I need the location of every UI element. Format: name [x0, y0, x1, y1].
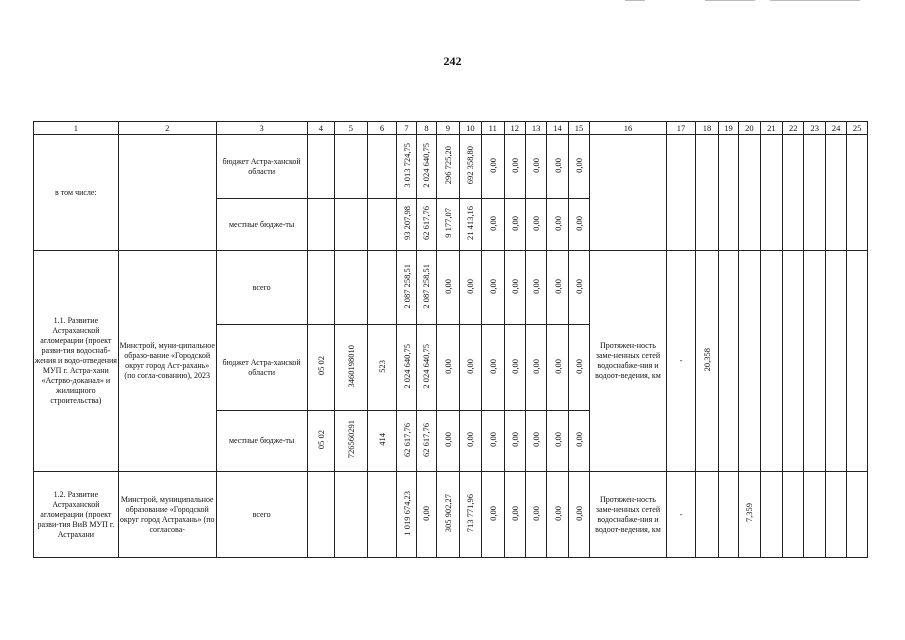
code-cell — [367, 251, 397, 325]
executor-cell: Минстрой, муниципальное образование «Городской округ город Астрахань» (по согласова- — [118, 472, 216, 558]
value-cell: 305 902,27 — [437, 472, 459, 558]
value-cell: 0,00 — [482, 411, 504, 472]
col20-value: 7,359 — [739, 472, 760, 558]
value-cell: 0,00 — [482, 325, 504, 411]
value-cell: 296 725,20 — [437, 135, 459, 199]
funding-source: бюджет Астра-ханской области — [216, 135, 307, 199]
code-cell: 523 — [367, 325, 397, 411]
value-cell: 0,00 — [568, 472, 589, 558]
col-header: 11 — [482, 122, 504, 135]
value-cell: 2 087 258,51 — [416, 251, 436, 325]
code-cell: 726560291 — [335, 411, 368, 472]
value-cell: 713 771,96 — [459, 472, 481, 558]
value-cell: 0,00 — [504, 135, 525, 199]
funding-source: всего — [216, 251, 307, 325]
value-cell: 0,00 — [482, 135, 504, 199]
value-cell: 0,00 — [525, 135, 546, 199]
col-header: 2 — [118, 122, 216, 135]
scan-mark-1 — [625, 0, 645, 1]
executor-cell: Минстрой, муни-ципальное образо-вание «Городской округ город Аст-рахань» (по согла-сованию), 2023 — [118, 251, 216, 472]
value-cell: 0,00 — [482, 251, 504, 325]
value-cell: 0,00 — [437, 251, 459, 325]
col-header: 15 — [568, 122, 589, 135]
value-cell: 9 177,07 — [437, 199, 459, 251]
value-cell: 0,00 — [525, 251, 546, 325]
code-cell: 05 02 — [307, 325, 335, 411]
page-number: 242 — [443, 54, 462, 68]
value-cell: 93 207,98 — [397, 199, 416, 251]
value-cell: 21 413,16 — [459, 199, 481, 251]
value-cell: 0,00 — [547, 199, 568, 251]
col-header: 20 — [739, 122, 760, 135]
value-cell: 0,00 — [482, 199, 504, 251]
scan-mark-3 — [770, 0, 860, 1]
col-header: 6 — [367, 122, 397, 135]
value-cell: 0,00 — [568, 411, 589, 472]
col-header: 8 — [416, 122, 436, 135]
value-cell: 0,00 — [437, 325, 459, 411]
code-cell: 414 — [367, 411, 397, 472]
indicator-cell — [590, 135, 667, 251]
value-cell: 2 087 258,51 — [397, 251, 416, 325]
value-cell: 0,00 — [525, 199, 546, 251]
funding-source: местные бюдже-ты — [216, 411, 307, 472]
indicator-cell: Протяжен-ность заме-ненных сетей водоснабже-ния и водоот-ведения, км — [590, 251, 667, 472]
col-header: 23 — [804, 122, 825, 135]
col-header: 13 — [525, 122, 546, 135]
funding-source: бюджет Астра-ханской области — [216, 325, 307, 411]
value-cell: 0,00 — [504, 411, 525, 472]
col-header: 3 — [216, 122, 307, 135]
value-cell: 0,00 — [459, 411, 481, 472]
value-cell: 0,00 — [568, 251, 589, 325]
table-row — [34, 472, 868, 558]
value-cell: 0,00 — [547, 325, 568, 411]
table-row — [34, 251, 868, 325]
header-row — [34, 122, 868, 135]
col-header: 19 — [718, 122, 738, 135]
col-header: 14 — [547, 122, 568, 135]
value-cell: 0,00 — [504, 199, 525, 251]
value-cell: 0,00 — [547, 411, 568, 472]
value-cell: 62 617,76 — [416, 199, 436, 251]
value-cell: 0,00 — [525, 325, 546, 411]
value-cell: 0,00 — [547, 135, 568, 199]
value-cell: 0,00 — [437, 411, 459, 472]
budget-table — [33, 121, 868, 558]
value-cell: 0,00 — [547, 251, 568, 325]
value-cell: 0,00 — [459, 251, 481, 325]
value-cell: 0,00 — [504, 472, 525, 558]
col-header: 10 — [459, 122, 481, 135]
col-header: 5 — [335, 122, 368, 135]
measure-name: 1.1. Развитие Астраханской агломерации (проект разви-тия водоснаб-жения и водо-отведения МУП г. Астра-хани «Астрво-доканал» и жилищного строительства) — [34, 251, 119, 472]
value-cell: 0,00 — [568, 325, 589, 411]
col-header: 9 — [437, 122, 459, 135]
col-header: 7 — [397, 122, 416, 135]
value-cell: 692 358,80 — [459, 135, 481, 199]
indicator-cell: Протяжен-ность заме-ненных сетей водоснабже-ния и водоот-ведения, км — [590, 472, 667, 558]
value-cell: 2 024 640,75 — [416, 135, 436, 199]
col-header: 17 — [666, 122, 696, 135]
value-cell: 2 024 640,75 — [397, 325, 416, 411]
value-cell: 0,00 — [482, 472, 504, 558]
col-header: 25 — [847, 122, 868, 135]
value-cell: 3 013 724,75 — [397, 135, 416, 199]
col-header: 16 — [590, 122, 667, 135]
value-cell: 0,00 — [568, 135, 589, 199]
col17-value: - — [666, 251, 696, 472]
value-cell: 62 617,76 — [397, 411, 416, 472]
funding-source: местные бюдже-ты — [216, 199, 307, 251]
value-cell: 0,00 — [547, 472, 568, 558]
value-cell: 0,00 — [525, 411, 546, 472]
col17-value: - — [666, 472, 696, 558]
scan-mark-2 — [705, 0, 755, 1]
value-cell: 0,00 — [459, 325, 481, 411]
value-cell: 0,00 — [504, 325, 525, 411]
row-label: в том числе: — [34, 135, 119, 251]
value-cell: 62 617,76 — [416, 411, 436, 472]
value-cell: 1 019 674,23 — [397, 472, 416, 558]
col-header: 18 — [696, 122, 718, 135]
executor-cell — [118, 135, 216, 251]
code-cell: 3460198010 — [335, 325, 368, 411]
col-header: 22 — [783, 122, 804, 135]
code-cell: 05 02 — [307, 411, 335, 472]
funding-source: всего — [216, 472, 307, 558]
col-header: 12 — [504, 122, 525, 135]
measure-name: 1.2. Развитие Астраханской агломерации (проект разви-тия ВиВ МУП г. Астрахани — [34, 472, 119, 558]
value-cell: 0,00 — [504, 251, 525, 325]
code-cell — [307, 251, 335, 325]
value-cell: 0,00 — [416, 472, 436, 558]
col18-value: 20,358 — [696, 251, 718, 472]
col-header: 21 — [760, 122, 782, 135]
code-cell — [335, 251, 368, 325]
value-cell: 0,00 — [525, 472, 546, 558]
value-cell: 0,00 — [568, 199, 589, 251]
col-header: 24 — [825, 122, 846, 135]
col-header: 4 — [307, 122, 335, 135]
table-row — [34, 135, 868, 199]
value-cell: 2 024 640,75 — [416, 325, 436, 411]
col-header: 1 — [34, 122, 119, 135]
